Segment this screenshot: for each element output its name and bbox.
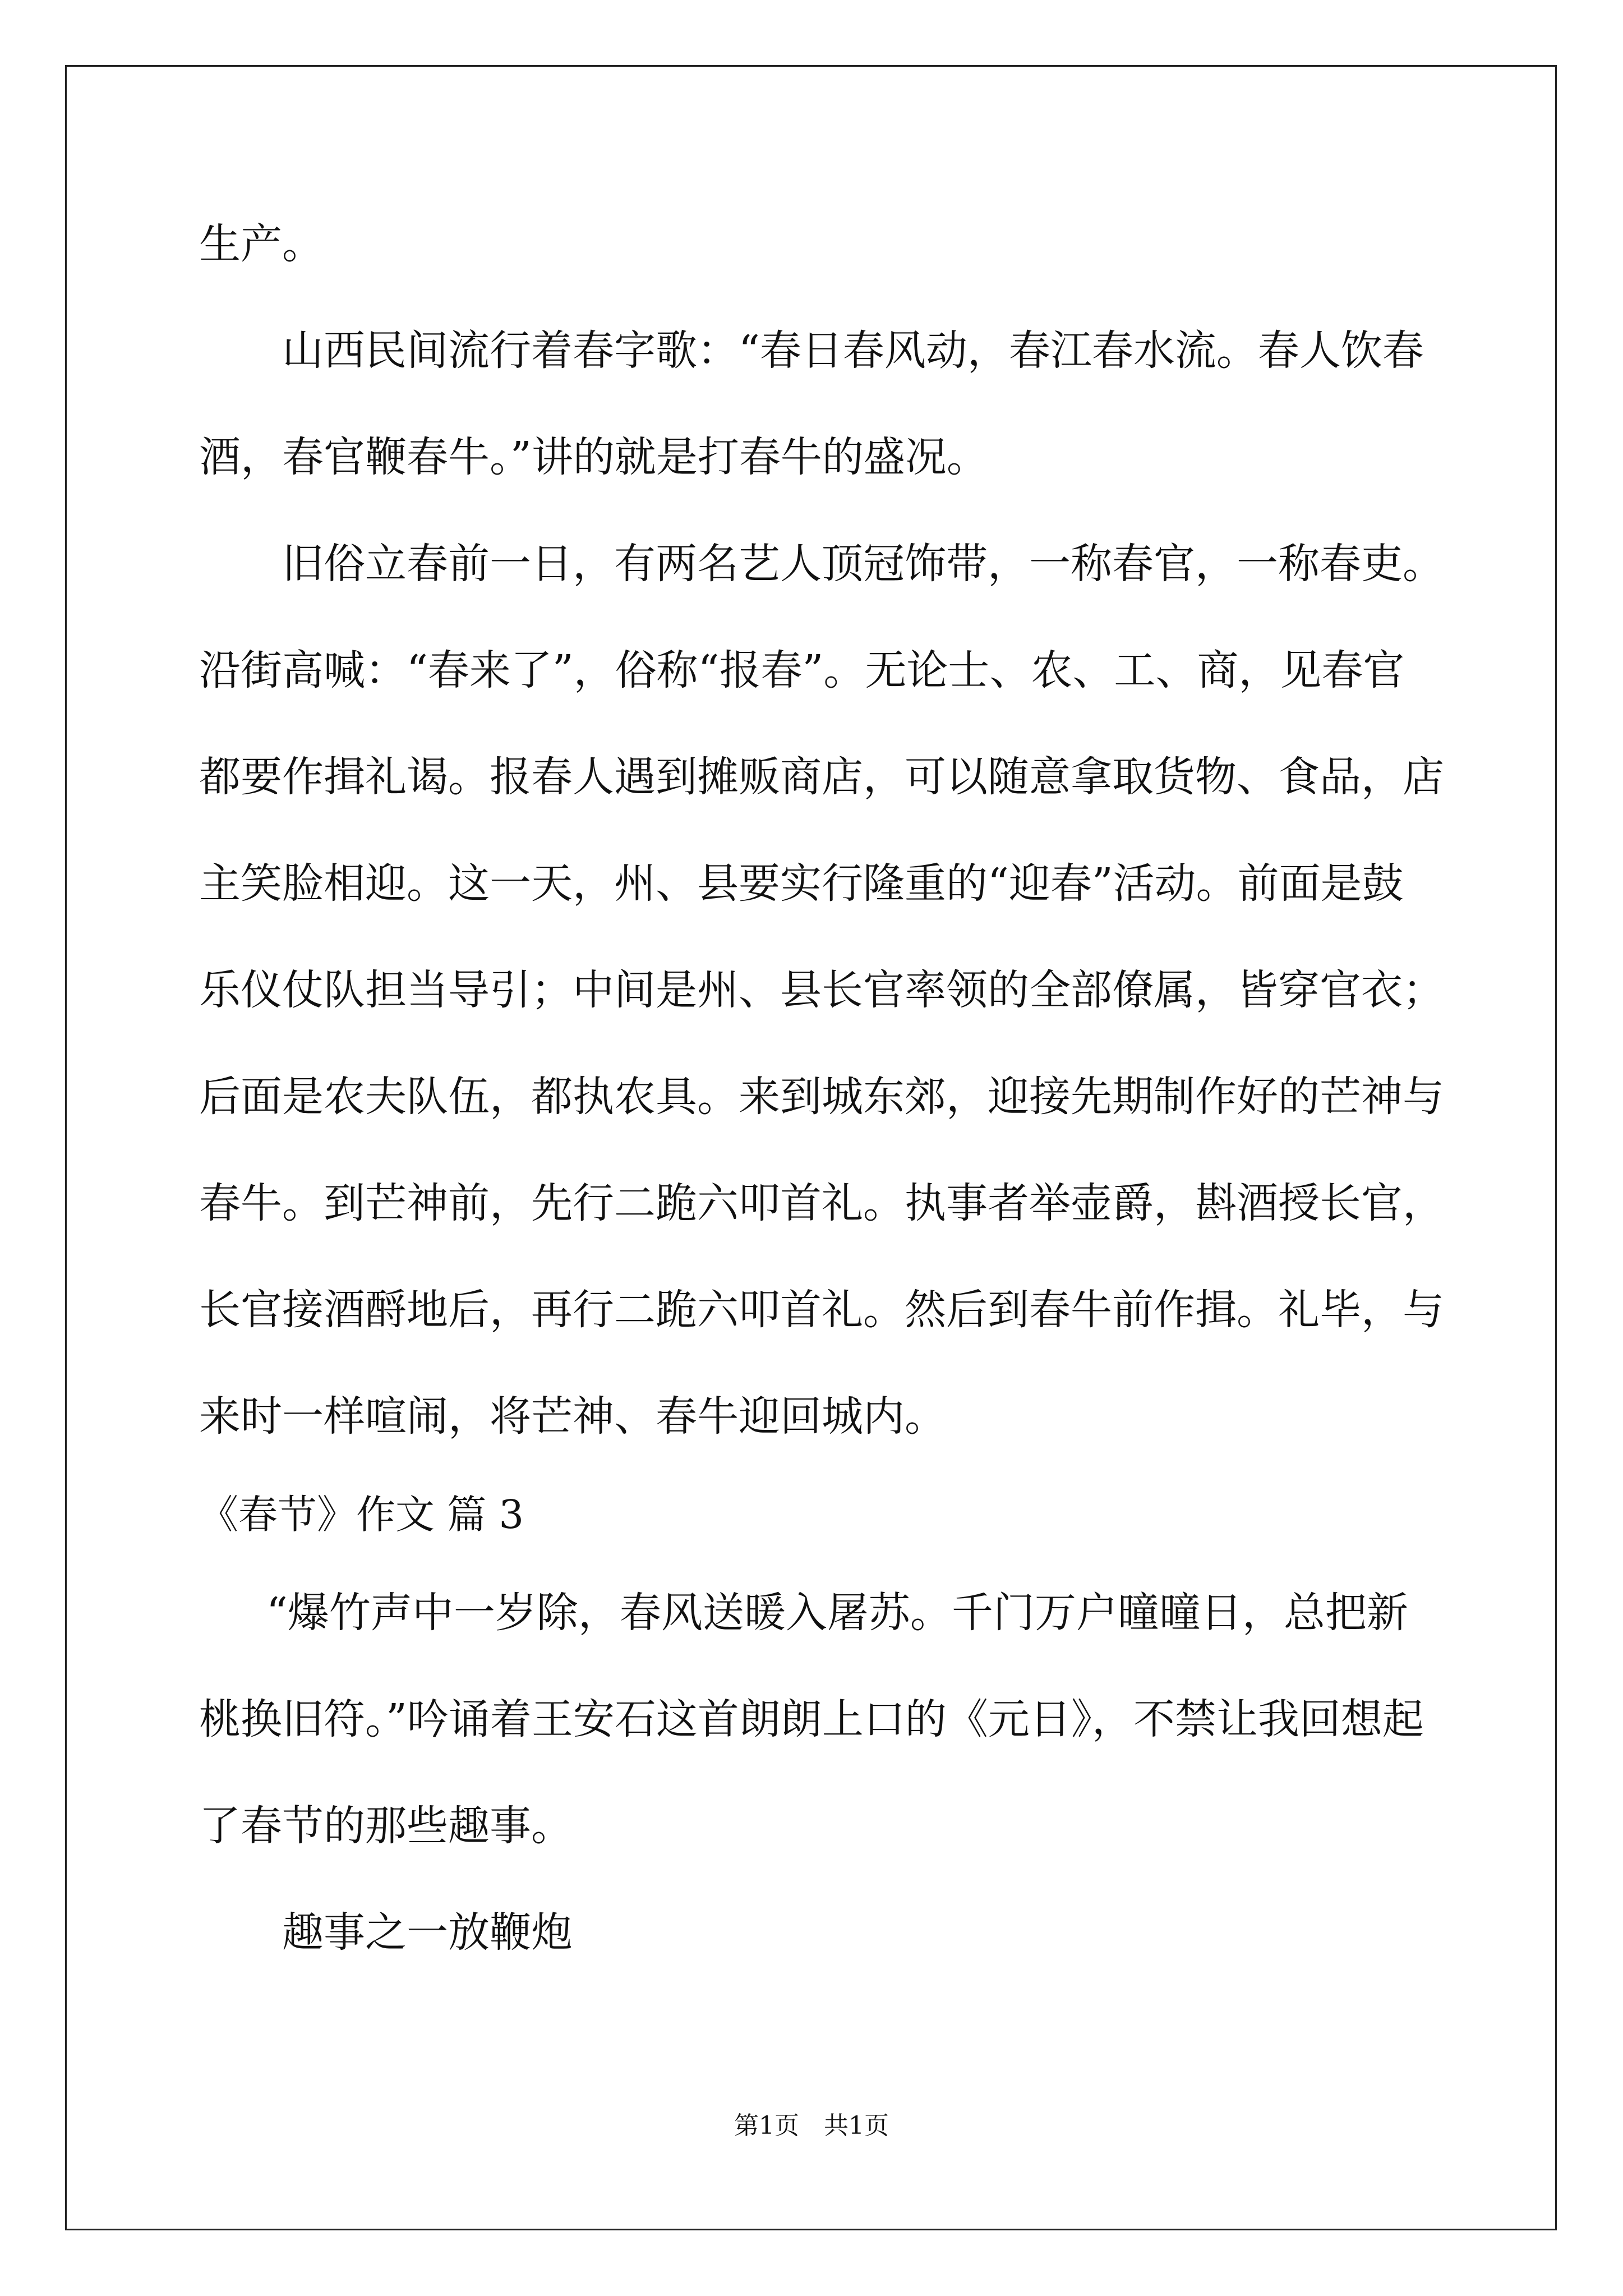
text-line: 来时一样喧闹，将芒神、春牛迎回城内。 (199, 1392, 946, 1441)
paragraph-first-line: “爆竹声中一岁除，春风送暖入屠苏。千门万户曈曈日，总把新 (266, 1589, 1408, 1637)
text-line: 酒，春官鞭春牛。”讲的就是打春牛的盛况。 (199, 433, 988, 481)
text-line: 生产。 (199, 220, 324, 268)
text-line: 春牛。到芒神前，先行二跪六叩首礼。执事者举壶爵，斟酒授长官， (199, 1179, 1444, 1227)
paragraph-first-line: 山西民间流行着春字歌：“春日春风动，春江春水流。春人饮春 (282, 326, 1424, 375)
text-line: 主笑脸相迎。这一天，州、县要实行隆重的“迎春”活动。前面是鼓 (199, 859, 1404, 908)
section-heading: 《春节》作文 篇 3 (199, 1492, 524, 1538)
paragraph-first-line: 趣事之一放鞭炮 (282, 1908, 573, 1957)
text-line: 沿街高喊：“春来了”，俗称“报春”。无论士、农、工、商，见春官 (199, 646, 1405, 694)
text-line: 乐仪仗队担当导引；中间是州、县长官率领的全部僚属，皆穿官衣； (199, 966, 1444, 1014)
text-line: 桃换旧符。”吟诵着王安石这首朗朗上口的《元日》，不禁让我回想起 (199, 1695, 1424, 1743)
text-line: 后面是农夫队伍，都执农具。来到城东郊，迎接先期制作好的芒神与 (199, 1073, 1444, 1121)
text-line: 长官接酒酹地后，再行二跪六叩首礼。然后到春牛前作揖。礼毕，与 (199, 1286, 1444, 1334)
text-line: 都要作揖礼谒。报春人遇到摊贩商店，可以随意拿取货物、食品，店 (199, 753, 1444, 801)
text-line: 了春节的那些趣事。 (199, 1802, 573, 1850)
page-footer: 第1页 共1页 (734, 2111, 889, 2140)
paragraph-first-line: 旧俗立春前一日，有两名艺人顶冠饰带，一称春官，一称春吏。 (282, 540, 1444, 588)
